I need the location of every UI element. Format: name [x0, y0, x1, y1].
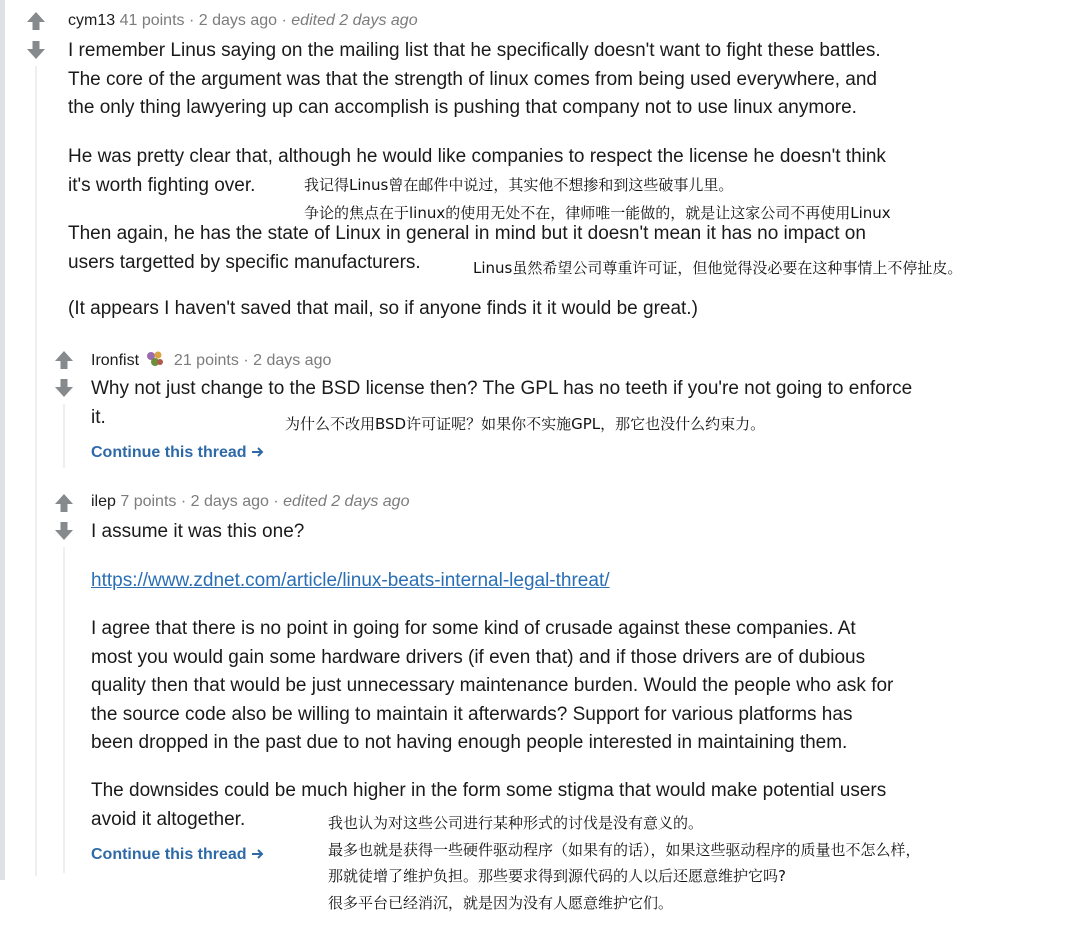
continue-thread-label[interactable]: Continue this thread [91, 444, 247, 461]
comment-paragraph [91, 615, 893, 758]
points: 41 points [119, 12, 185, 29]
timestamp[interactable]: 2 days ago [198, 12, 278, 29]
text-line: the only thing lawyering up can accomplish is pushing that company not to use linux anymore. [68, 97, 857, 118]
annotation-line: 最多也就是获得一些硬件驱动程序（如果有的话），如果这些驱动程序的质量也不怎么样， [328, 840, 921, 859]
translation-annotation: 争论的焦点在于linux的使用无处不在，律师唯一能做的，就是让这家公司不再使用Linux [304, 204, 891, 222]
arrow-right-icon [251, 444, 265, 461]
text-line: it's worth fighting over. [68, 174, 256, 196]
author-name[interactable]: ilep [91, 493, 116, 510]
separator: · [273, 493, 279, 510]
upvote-icon[interactable] [53, 349, 75, 371]
timestamp[interactable]: 2 days ago [190, 493, 269, 510]
comment-paragraph [68, 37, 881, 123]
text-line: avoid it altogether. [91, 808, 246, 830]
text-line: it. [91, 406, 106, 428]
text-line: Why not just change to the BSD license then? The GPL has no teeth if you're not going to enforce [91, 378, 913, 399]
edited-label: edited 2 days ago [291, 12, 418, 29]
comment-meta [68, 12, 418, 30]
edited-label: edited 2 days ago [283, 493, 410, 510]
thread-line[interactable] [35, 66, 37, 876]
text-line: quality then that would be just unnecessary maintenance burden. Would the people who ask for [91, 675, 894, 696]
continue-thread-link[interactable] [91, 444, 265, 462]
translation-annotation [328, 810, 921, 916]
comment-paragraph: (It appears I haven't saved that mail, so if anyone finds it it would be great.) [68, 298, 698, 319]
separator: · [188, 12, 195, 29]
upvote-icon[interactable] [25, 10, 47, 32]
text-line: I remember Linus saying on the mailing list that he specifically doesn't want to fight these battles. [68, 40, 881, 61]
text-line: most you would gain some hardware drivers (if even that) and if those drivers are of dubious [91, 646, 866, 668]
translation-annotation: 为什么不改用BSD许可证呢？如果你不实施GPL，那它也没什么约束力。 [285, 415, 766, 433]
downvote-icon[interactable] [25, 39, 47, 61]
annotation-line: 我也认为对这些公司进行某种形式的讨伐是没有意义的。 [328, 814, 704, 832]
text-line: He was pretty clear that, although he would like companies to respect the license he doesn't think [68, 146, 886, 167]
downvote-icon[interactable] [53, 520, 75, 542]
text-line: I agree that there is no point in going for some kind of crusade against these companies. At [91, 618, 856, 639]
translation-annotation: 我记得Linus曾在邮件中说过，其实他不想掺和到这些破事儿里。 [304, 176, 734, 194]
author-name[interactable]: cym13 [68, 12, 116, 29]
comment-meta [91, 493, 409, 511]
separator: · [243, 352, 249, 369]
continue-thread-label[interactable]: Continue this thread [91, 846, 247, 863]
arrow-right-icon [251, 846, 265, 863]
continue-thread-link[interactable] [91, 846, 265, 864]
text-line: been dropped in the past due to not having enough people interested in maintaining them. [91, 732, 848, 753]
annotation-line: 那就徒增了维护负担。那些要求得到源代码的人以后还愿意维护它吗? [328, 867, 786, 885]
timestamp[interactable]: 2 days ago [253, 352, 332, 369]
comment-link-paragraph [91, 567, 610, 596]
downvote-icon[interactable] [53, 377, 75, 399]
text-line: the source code also be willing to maintain it afterwards? Support for various platforms has [91, 703, 853, 725]
separator: · [180, 493, 187, 510]
translation-annotation: Linus虽然希望公司尊重许可证，但他觉得没必要在这种事情上不停扯皮。 [473, 259, 963, 277]
annotation-line: 很多平台已经消沉，就是因为没有人愿意维护它们。 [328, 893, 674, 912]
text-line: The core of the argument was that the strength of linux comes from being used everywhere, and [68, 68, 877, 90]
comment-paragraph: I assume it was this one? [91, 521, 305, 542]
left-strip [0, 0, 5, 880]
article-link[interactable]: https://www.zdnet.com/article/linux-beats-internal-legal-threat/ [91, 570, 610, 591]
thread-line[interactable] [63, 547, 65, 873]
author-name[interactable]: Ironfist [91, 352, 140, 369]
text-line: The downsides could be much higher in the form some stigma that would make potential users [91, 780, 887, 801]
points: 21 points [173, 352, 239, 369]
text-line: users targetted by specific manufacturers. [68, 251, 421, 273]
upvote-icon[interactable] [53, 492, 75, 514]
thread-line[interactable] [63, 404, 65, 468]
points: 7 points [120, 493, 177, 510]
text-line: Then again, he has the state of Linux in general in mind but it doesn't mean it has no impact on [68, 223, 866, 244]
flair-icon [145, 350, 165, 373]
comment-meta [91, 350, 331, 373]
separator: · [281, 12, 287, 29]
